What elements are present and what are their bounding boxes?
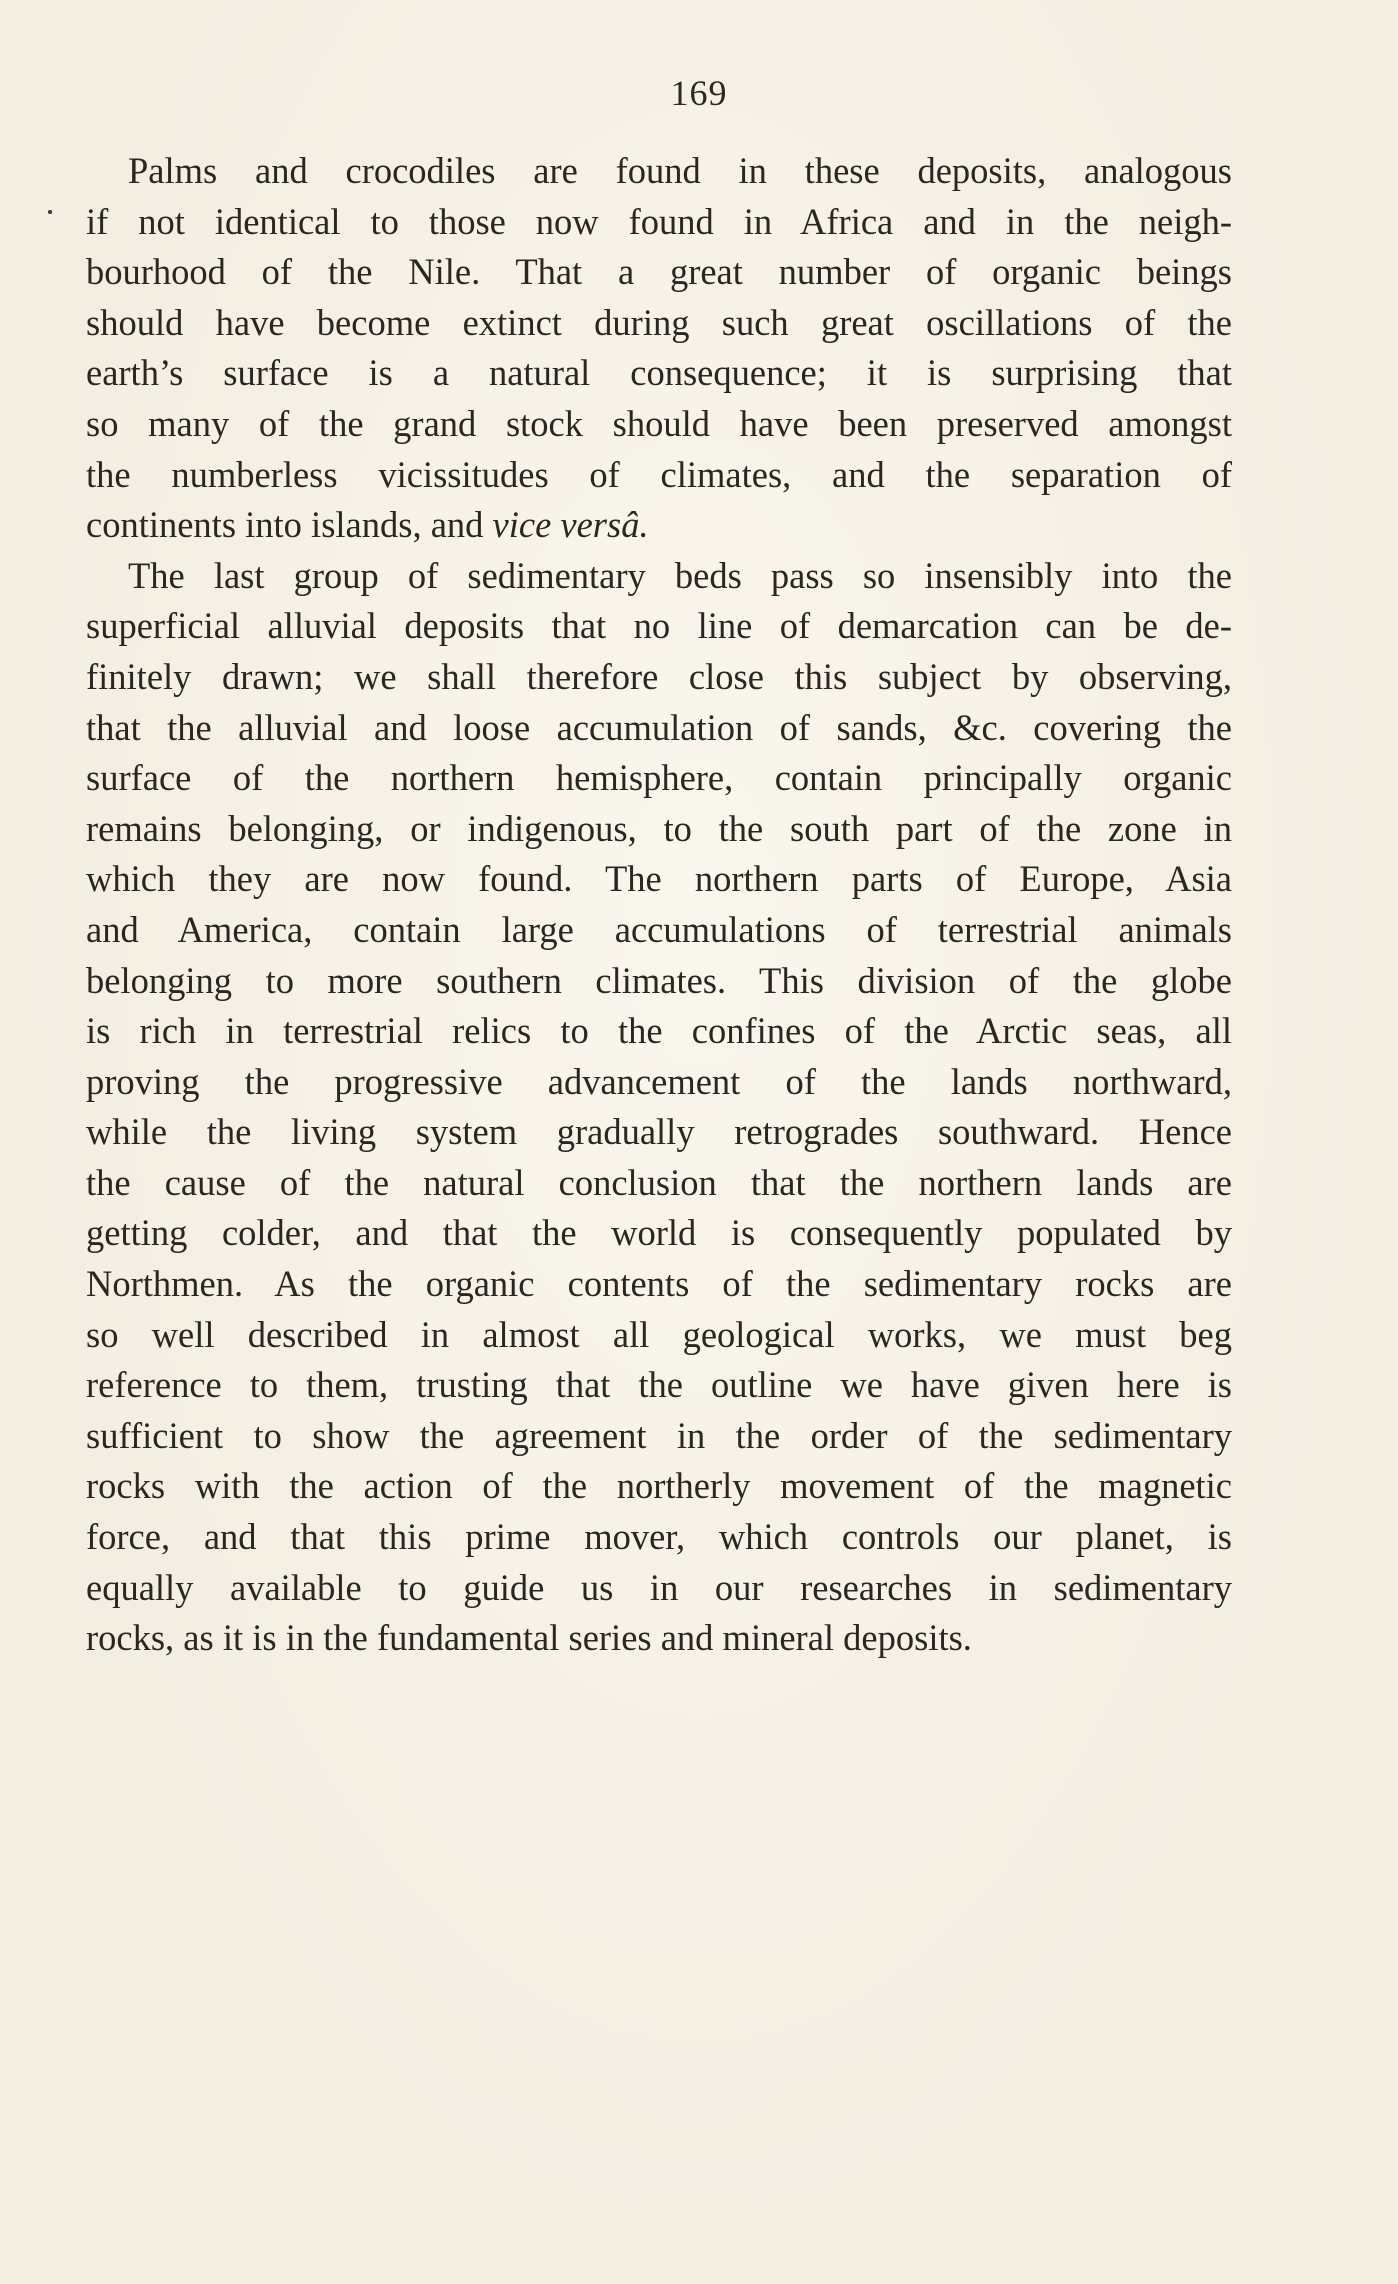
text-line: so many of the grand stock should have been preserved amongst xyxy=(86,402,1232,444)
text-line: Northmen. As the organic contents of the sedimentary rocks are xyxy=(86,1263,1232,1305)
text-line: earth’s surface is a natural consequence; it is surprising that xyxy=(86,352,1232,394)
text-line: surface of the northern hemisphere, contain principally organic xyxy=(86,757,1232,799)
body-text xyxy=(86,146,1232,1664)
text-line: the numberless vicissitudes of climates, and the separation of xyxy=(86,453,1232,495)
text-line xyxy=(86,500,1232,551)
text-line: and America, contain large accumulations of terrestrial animals xyxy=(86,908,1232,950)
text-line: is rich in terrestrial relics to the confines of the Arctic seas, all xyxy=(86,1010,1232,1052)
text-line: if not identical to those now found in Africa and in the neigh- xyxy=(86,200,1232,242)
margin-mark xyxy=(48,210,52,214)
text-line: equally available to guide us in our researches in sedimentary xyxy=(86,1566,1232,1608)
text-line: finitely drawn; we shall therefore close this subject by observing, xyxy=(86,655,1232,697)
text-line: The last group of sedimentary beds pass so insensibly into the xyxy=(128,554,1232,596)
text-line: so well described in almost all geological works, we must beg xyxy=(86,1313,1232,1355)
text-line: the cause of the natural conclusion that the northern lands are xyxy=(86,1161,1232,1203)
text-line: getting colder, and that the world is consequently populated by xyxy=(86,1212,1232,1254)
text-line: belonging to more southern climates. This division of the globe xyxy=(86,959,1232,1001)
text-line: remains belonging, or indigenous, to the south part of the zone in xyxy=(86,807,1232,849)
paragraph-1 xyxy=(86,146,1232,551)
italic-phrase: vice versâ. xyxy=(492,504,649,546)
text-line: rocks, as it is in the fundamental series and mineral deposits. xyxy=(86,1617,972,1659)
text-line: bourhood of the Nile. That a great number of organic beings xyxy=(86,251,1232,293)
text-line: should have become extinct during such great oscillations of the xyxy=(86,301,1232,343)
paragraph-2 xyxy=(86,551,1232,1664)
text-fragment: continents into islands, and xyxy=(86,504,493,546)
text-line: rocks with the action of the northerly movement of the magnetic xyxy=(86,1465,1232,1507)
page-number: 169 xyxy=(670,73,728,113)
text-line: superficial alluvial deposits that no line of demarcation can be de- xyxy=(86,605,1232,647)
text-line: reference to them, trusting that the outline we have given here is xyxy=(86,1364,1232,1406)
text-line: Palms and crocodiles are found in these deposits, analogous xyxy=(128,150,1232,191)
text-line: while the living system gradually retrogrades southward. Hence xyxy=(86,1111,1232,1153)
text-line: that the alluvial and loose accumulation of sands, &c. covering the xyxy=(86,706,1232,748)
text-line: proving the progressive advancement of the lands northward, xyxy=(86,1060,1232,1102)
text-line: sufficient to show the agreement in the order of the sedimentary xyxy=(86,1414,1232,1456)
text-line: which they are now found. The northern parts of Europe, Asia xyxy=(86,858,1232,900)
text-line: force, and that this prime mover, which controls our planet, is xyxy=(86,1516,1232,1558)
